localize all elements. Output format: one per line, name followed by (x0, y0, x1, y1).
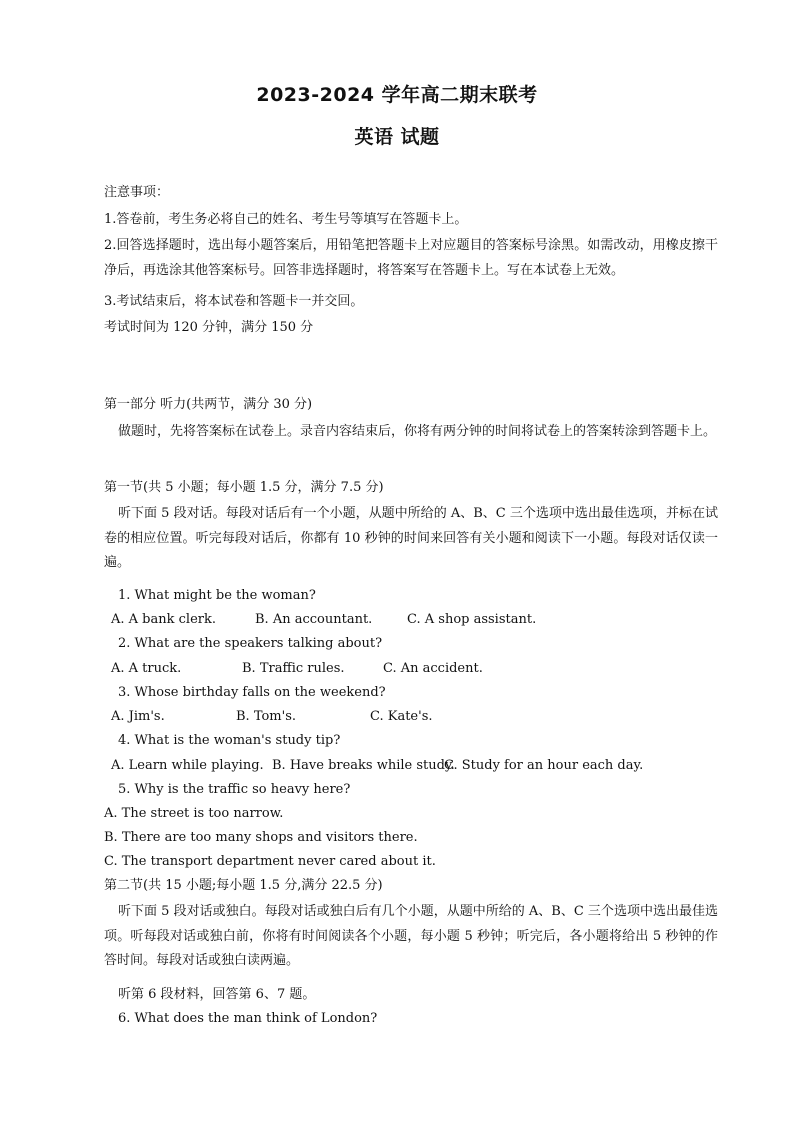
notice-item-1: 1.答卷前，考生务必将自己的姓名、考生号等填写在答题卡上。 (104, 212, 468, 227)
question-1-option-c: C. A shop assistant. (407, 612, 537, 627)
question-3-stem: 3. Whose birthday falls on the weekend? (118, 685, 386, 700)
question-5-option-c: C. The transport department never cared about it. (104, 854, 436, 869)
question-4-stem: 4. What is the woman's study tip? (118, 733, 341, 748)
material-6-note: 听第 6 段材料，回答第 6、7 题。 (118, 987, 316, 1002)
question-4-option-a: A. Learn while playing. (111, 758, 264, 773)
section1-heading: 第一节(共 5 小题；每小题 1.5 分，满分 7.5 分) (104, 480, 384, 495)
notice-item-3: 3.考试结束后，将本试卷和答题卡一并交回。 (104, 294, 364, 309)
question-2-option-c: C. An accident. (383, 661, 483, 676)
question-3-option-a: A. Jim's. (111, 709, 165, 724)
question-2-option-a: A. A truck. (111, 661, 182, 676)
exam-subtitle: 英语 试题 (354, 126, 440, 148)
notice-heading: 注意事项： (104, 185, 170, 200)
question-3-option-b: B. Tom's. (236, 709, 297, 724)
question-2-stem: 2. What are the speakers talking about? (118, 636, 383, 651)
question-4-option-b: B. Have breaks while study. (272, 758, 455, 773)
exam-title: 2023-2024 学年高二期末联考 (256, 84, 538, 106)
section2-instruction: 听下面 5 段对话或独白。每段对话或独白后有几个小题，从题中所给的 A、B、C 三个选项中选出最佳选项。听每段对话或独白前，你将有时间阅读各个小题，每小题 5 秒钟；听完后，各小题将给出 5 秒钟的作答时间。每段对话或独白读两遍。 (104, 904, 718, 968)
section1-instruction: 听下面 5 段对话。每段对话后有一个小题，从题中所给的 A、B、C 三个选项中选出最佳选项，并标在试卷的相应位置。听完每段对话后，你都有 10 秒钟的时间来回答有关小题和阅读下一小题。每段对话仅读一遍。 (104, 506, 718, 570)
question-1-option-a: A. A bank clerk. (111, 612, 216, 627)
question-6-stem: 6. What does the man think of London? (118, 1011, 378, 1026)
question-5-stem: 5. Why is the traffic so heavy here? (118, 782, 351, 797)
notice-item-2: 2.回答选择题时，选出每小题答案后，用铅笔把答题卡上对应题目的答案标号涂黑。如需改动，用橡皮擦干净后，再选涂其他答案标号。回答非选择题时，将答案写在答题卡上。写在本试卷上无效。 (104, 238, 718, 278)
part1-heading: 第一部分 听力(共两节，满分 30 分) (104, 397, 313, 412)
question-3-option-c: C. Kate's. (370, 709, 433, 724)
question-1-option-b: B. An accountant. (255, 612, 373, 627)
question-2-option-b: B. Traffic rules. (242, 661, 345, 676)
exam-time-note: 考试时间为 120 分钟，满分 150 分 (104, 320, 314, 335)
question-5-option-b: B. There are too many shops and visitors there. (104, 830, 418, 845)
question-4-option-c: C. Study for an hour each day. (444, 758, 644, 773)
question-5-option-a: A. The street is too narrow. (104, 806, 284, 821)
part1-instruction: 做题时，先将答案标在试卷上。录音内容结束后，你将有两分钟的时间将试卷上的答案转涂到答题卡上。 (118, 424, 717, 439)
section2-heading: 第二节(共 15 小题;每小题 1.5 分,满分 22.5 分) (104, 878, 383, 893)
question-1-stem: 1. What might be the woman? (118, 588, 316, 603)
